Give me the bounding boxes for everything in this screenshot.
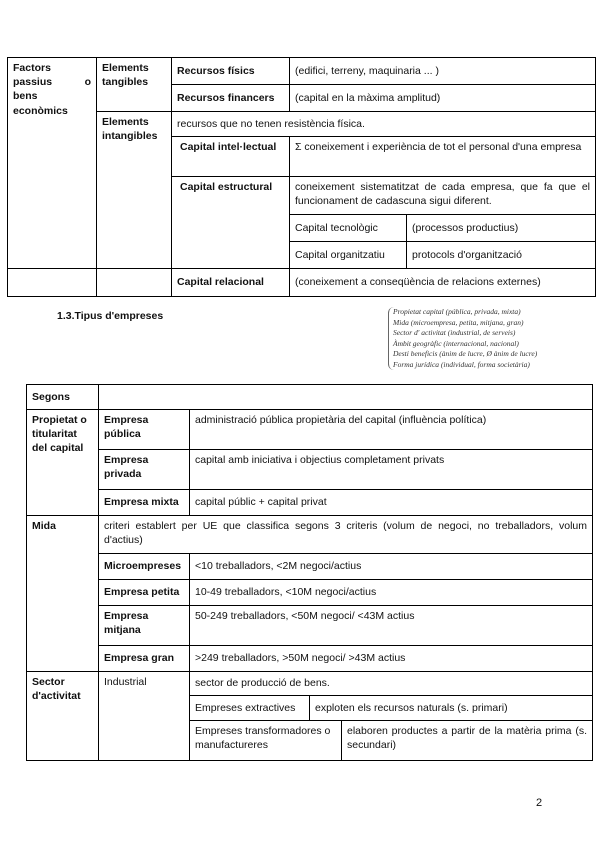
financers-label: Recursos financers: [172, 85, 290, 112]
side-note: Forma jurídica (individual, forma societària): [393, 359, 530, 369]
mitjana-desc: 50-249 treballadors, <50M negoci/ <43M actius: [190, 606, 593, 646]
factors-label-1: Factors: [13, 62, 51, 74]
relacional-desc: (coneixement a conseqüència de relacions externes): [290, 269, 596, 297]
tecnologic-desc: (processos productius): [407, 215, 596, 242]
factors-label-2: passius: [13, 76, 53, 89]
privada-label: Empresa privada: [99, 450, 190, 490]
factors-label-cell: [8, 58, 97, 269]
extractives-desc: exploten els recursos naturals (s. primari): [310, 696, 593, 721]
section-heading: 1.3.Tipus d'empreses: [57, 310, 164, 322]
intangibles-desc: recursos que no tenen resistència física.: [172, 112, 596, 137]
side-note: Mida (microempresa, petita, mitjana, gran): [393, 317, 524, 327]
mixta-label: Empresa mixta: [99, 490, 190, 516]
petita-desc: 10-49 treballadors, <10M negoci/actius: [190, 580, 593, 606]
intellectual-label: Capital intel·lectual: [172, 137, 290, 177]
sector-label: Sector d'activitat: [27, 672, 99, 761]
industrial-label: Industrial: [99, 672, 190, 761]
privada-desc: capital amb iniciativa i objectius completament privats: [190, 450, 593, 490]
side-note: Sector d' activitat (industrial, de serveis): [393, 328, 516, 337]
segons-label: Segons: [27, 385, 99, 410]
estructural-desc: coneixement sistematitzat de cada empresa, que fa que el funcionament de cadascuna sigui diferent.: [290, 177, 596, 215]
tipus-empreses-table: [26, 384, 593, 761]
factors-label-empty: [8, 269, 97, 297]
segons-empty: [99, 385, 593, 410]
fisics-desc: (edifici, terreny, maquinaria ... ): [290, 58, 596, 85]
factors-label-5: econòmics: [13, 104, 68, 117]
factors-label-4: bens: [13, 90, 38, 103]
propietat-label: Propietat o titularitat del capital: [27, 410, 99, 516]
transformadores-label: Empreses transformadores o manufactureres: [190, 721, 342, 761]
factors-label-3: o: [84, 76, 91, 89]
publica-label: Empresa pública: [99, 410, 190, 450]
petita-label: Empresa petita: [99, 580, 190, 606]
gran-label: Empresa gran: [99, 646, 190, 672]
micro-desc: <10 treballadors, <2M negoci/actius: [190, 554, 593, 580]
transformadores-desc: elaboren productes a partir de la matèria prima (s. secundari): [342, 721, 593, 761]
side-note: Desti beneficis (ànim de lucre, Ø ànim de lucre): [393, 349, 538, 358]
intellectual-desc: Σ coneixement i experiència de tot el personal d'una empresa: [290, 137, 596, 177]
side-note: Propietat capital (pública, privada, mixta): [393, 307, 521, 316]
organitzatiu-label: Capital organitzatiu: [290, 242, 407, 269]
side-notes: [388, 307, 537, 370]
intangibles-label: Elements intangibles: [97, 112, 172, 269]
tangibles-label: Elements tangibles: [97, 58, 172, 112]
intangibles-empty: [97, 269, 172, 297]
estructural-label: Capital estructural: [172, 177, 290, 269]
mida-desc: criteri establert per UE que classifica segons 3 criteris (volum de negoci, no treballadors, volum d'actius): [99, 516, 593, 554]
mida-label: Mida: [27, 516, 99, 672]
organitzatiu-desc: protocols d'organització: [407, 242, 596, 269]
mitjana-label: Empresa mitjana: [99, 606, 190, 646]
financers-desc: (capital en la màxima amplitud): [290, 85, 596, 112]
side-note: Àmbit geogràfic (internacional, nacional): [393, 338, 519, 348]
gran-desc: >249 treballadors, >50M negoci/ >43M actius: [190, 646, 593, 672]
industrial-desc: sector de producció de bens.: [190, 672, 593, 696]
factors-table: [7, 57, 596, 297]
extractives-label: Empreses extractives: [190, 696, 310, 721]
page-number: 2: [536, 797, 543, 809]
relacional-label: Capital relacional: [172, 269, 290, 297]
mixta-desc: capital públic + capital privat: [190, 490, 593, 516]
micro-label: Microempreses: [99, 554, 190, 580]
fisics-label: Recursos físics: [172, 58, 290, 85]
tecnologic-label: Capital tecnològic: [290, 215, 407, 242]
publica-desc: administració pública propietària del capital (influència política): [190, 410, 593, 450]
